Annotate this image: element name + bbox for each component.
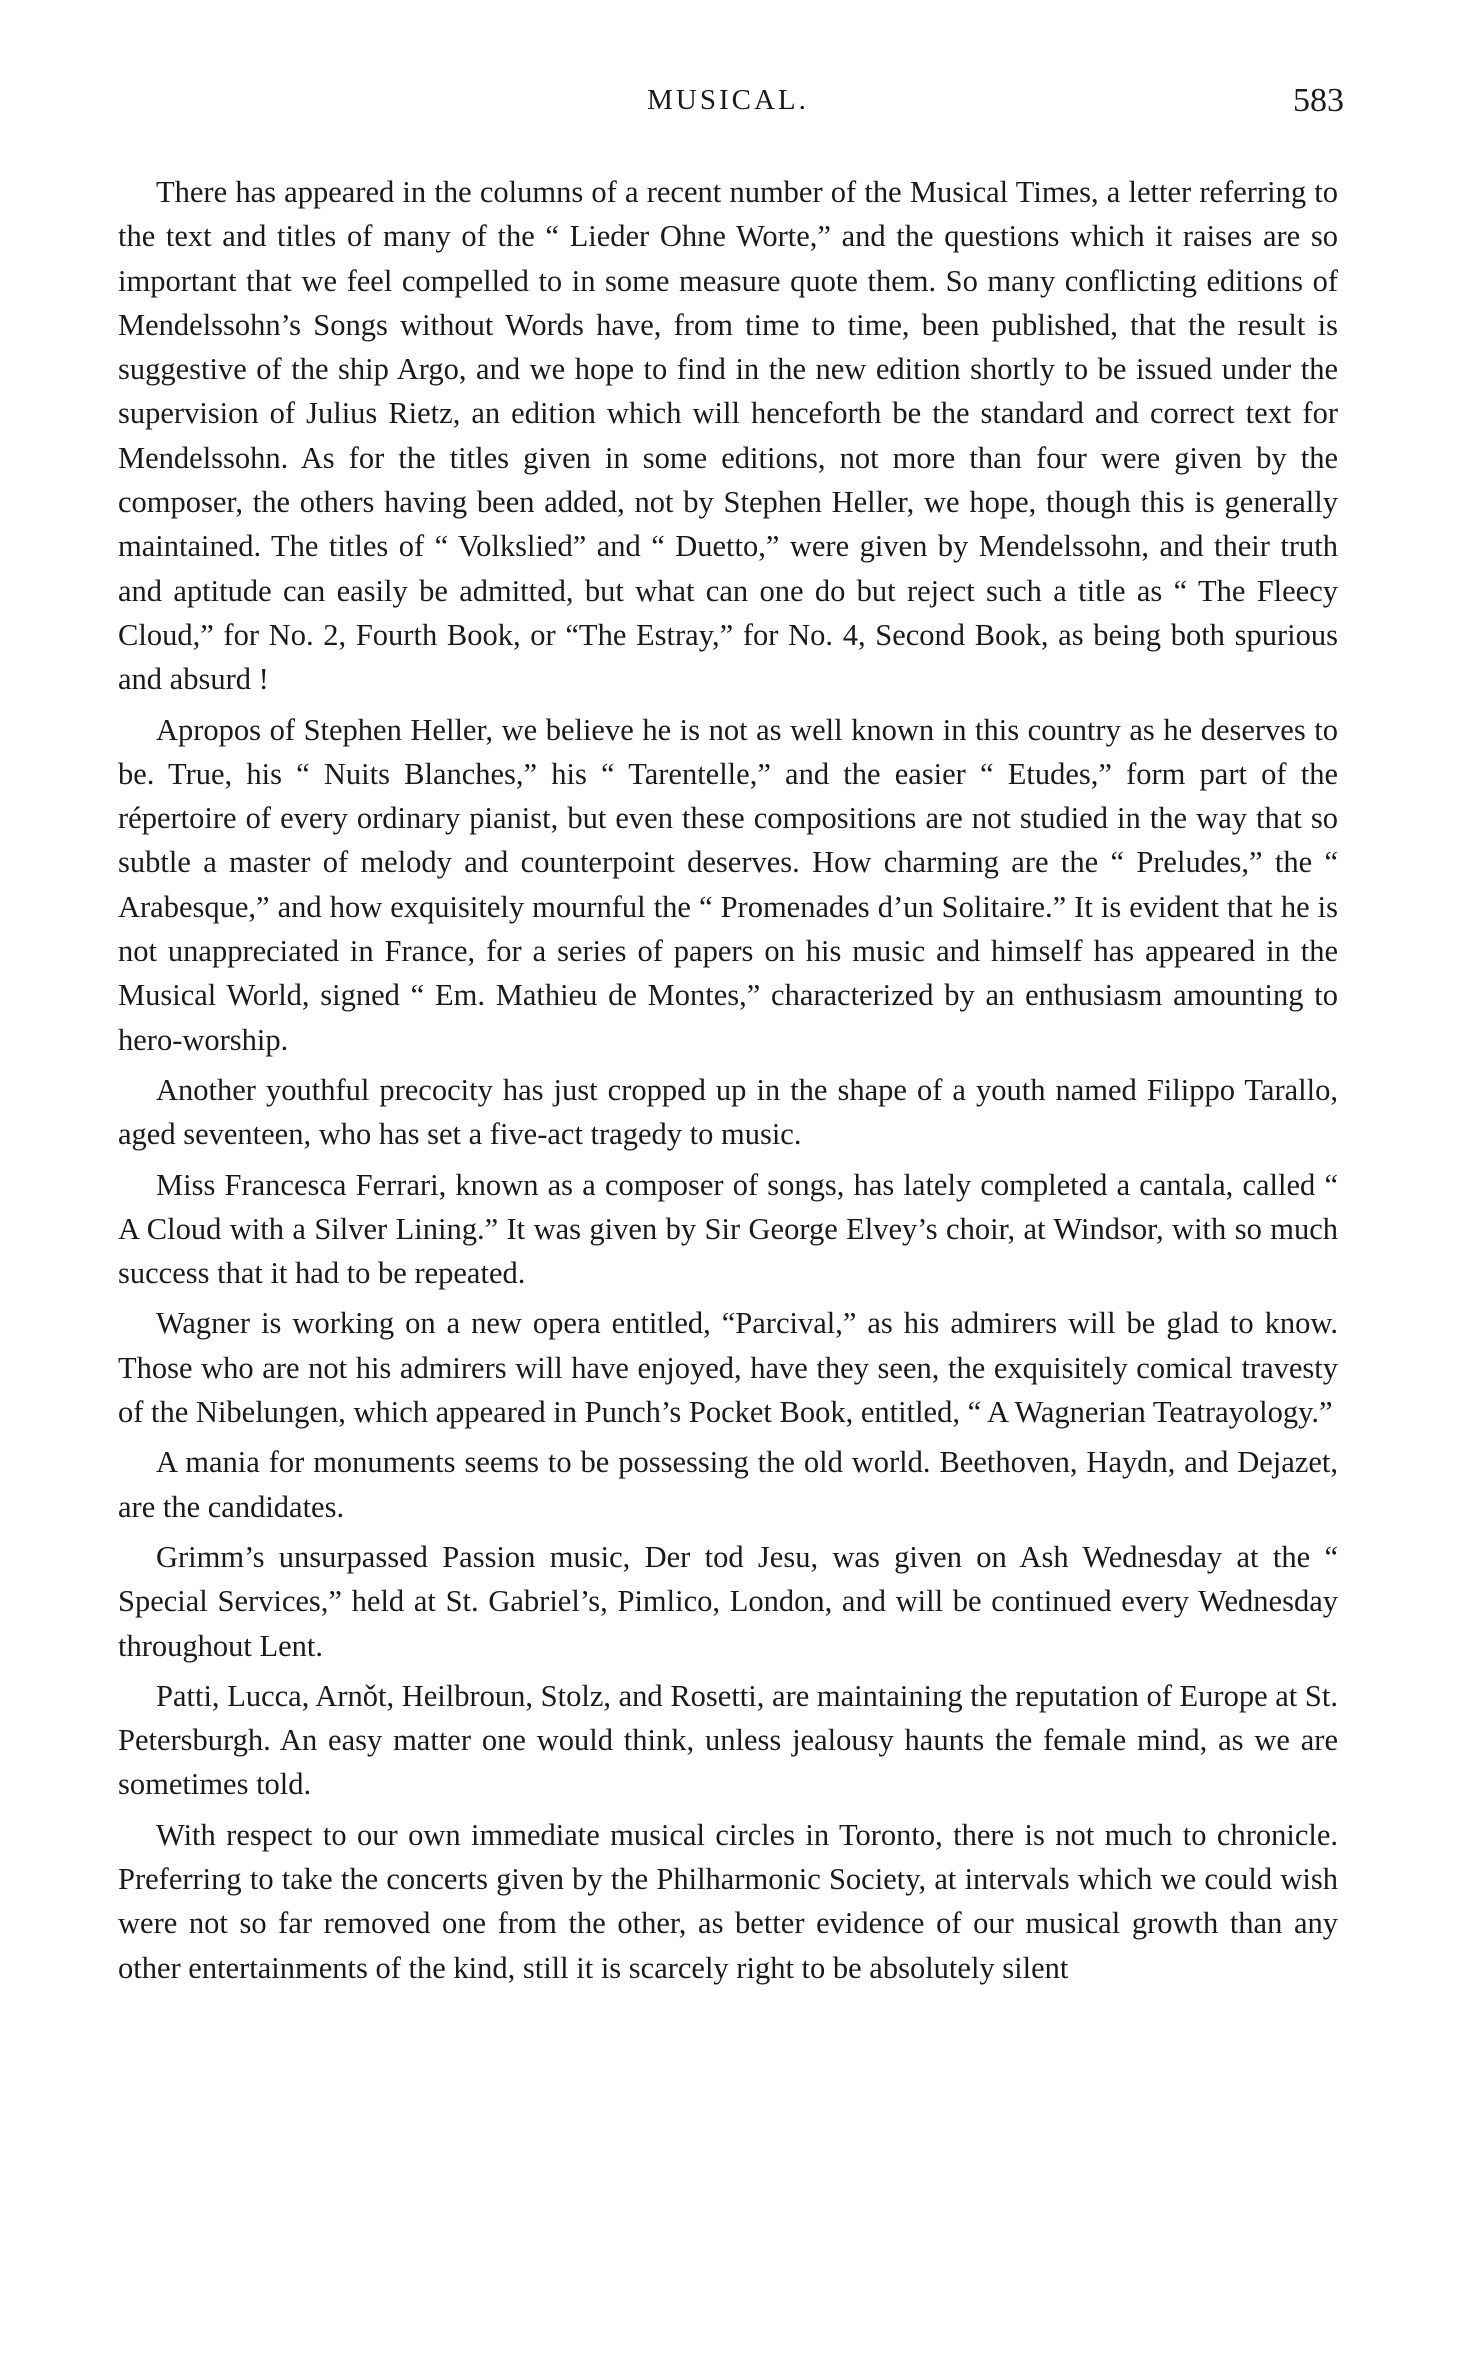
paragraph-francesca-ferrari: Miss Francesca Ferrari, known as a composer of songs, has lately completed a cantala, called “ A Cloud with a Silver Lining.” It was given by Sir George Elvey’s choir, at Windsor, with so much success that it had to be repeated. [118, 1167, 1338, 1291]
paragraph-toronto-circles: With respect to our own immediate musical circles in Toronto, there is not much to chronicle. Preferring to take the concerts given by the Philharmonic Society, at intervals which we could wish were not so far removed one from the other, as better evidence of our musical growth than any other entertainments of the kind, still it is scarcely right to be absolutely silent [118, 1817, 1338, 1985]
paragraph-filippo-tarallo: Another youthful precocity has just cropped up in the shape of a youth named Filippo Tarallo, aged seventeen, who has set a five-act tragedy to music. [118, 1072, 1338, 1152]
paragraph-grimm-passion: Grimm’s unsurpassed Passion music, Der tod Jesu, was given on Ash Wednesday at the “ Special Services,” held at St. Gabriel’s, Pimlico, London, and will be continued every Wednesday throughout Lent. [118, 1539, 1338, 1663]
page-header [118, 80, 1344, 140]
running-head: MUSICAL. [647, 84, 809, 116]
paragraph-wagner-parcival: Wagner is working on a new opera entitled, “Parcival,” as his admirers will be glad to know. Those who are not his admirers will have enjoyed, have they seen, the exquisitely comical travesty of the Nibelungen, which appeared in Punch’s Pocket Book, entitled, “ A Wagnerian Teatrayology.” [118, 1306, 1338, 1430]
page-number: 583 [1293, 82, 1344, 119]
article-body [118, 170, 1338, 1990]
paragraph-st-petersburgh: Patti, Lucca, Arnǒt, Heilbroun, Stolz, and Rosetti, are maintaining the reputation of Europe at St. Petersburgh. An easy matter one would think, unless jealousy haunts the female mind, as we are sometimes told. [118, 1678, 1338, 1802]
document-page [118, 80, 1344, 2340]
paragraph-monuments: A mania for monuments seems to be possessing the old world. Beethoven, Haydn, and Dejazet, are the candidates. [118, 1445, 1338, 1524]
paragraph-rietz-edition: There has appeared in the columns of a recent number of the Musical Times, a letter referring to the text and titles of many of the “ Lieder Ohne Worte,” and the questions which it raises are so important that we feel compelled to in some measure quote them. So many conflicting editions of Mendelssohn’s Songs without Words have, from time to time, been published, that the result is suggestive of the ship Argo, and we hope to find in the new edition shortly to be issued under the supervision of Julius Rietz, an edition which will henceforth be the standard and correct text for Mendelssohn. As for the titles given in some editions, not more than four were given by the composer, the others having been added, not by Stephen Heller, we hope, though this is generally maintained. The titles of “ Volkslied” and “ Duetto,” were given by Mendelssohn, and their truth and aptitude can easily be admitted, but what can one do but reject such a title as “ The Fleecy Cloud,” for No. 2, Fourth Book, or “The Estray,” for No. 4, Second Book, as being both spurious and absurd ! [118, 175, 1338, 697]
paragraph-stephen-heller: Apropos of Stephen Heller, we believe he is not as well known in this country as he deserves to be. True, his “ Nuits Blanches,” his “ Tarentelle,” and the easier “ Etudes,” form part of the répertoire of every ordinary pianist, but even these compositions are not studied in the way that so subtle a master of melody and counterpoint deserves. How charming are the “ Preludes,” the “ Arabesque,” and how exquisitely mournful the “ Promenades d’un Solitaire.” It is evident that he is not unappreciated in France, for a series of papers on his music and himself has appeared in the Musical World, signed “ Em. Mathieu de Montes,” characterized by an enthusiasm amounting to hero-worship. [118, 712, 1338, 1057]
